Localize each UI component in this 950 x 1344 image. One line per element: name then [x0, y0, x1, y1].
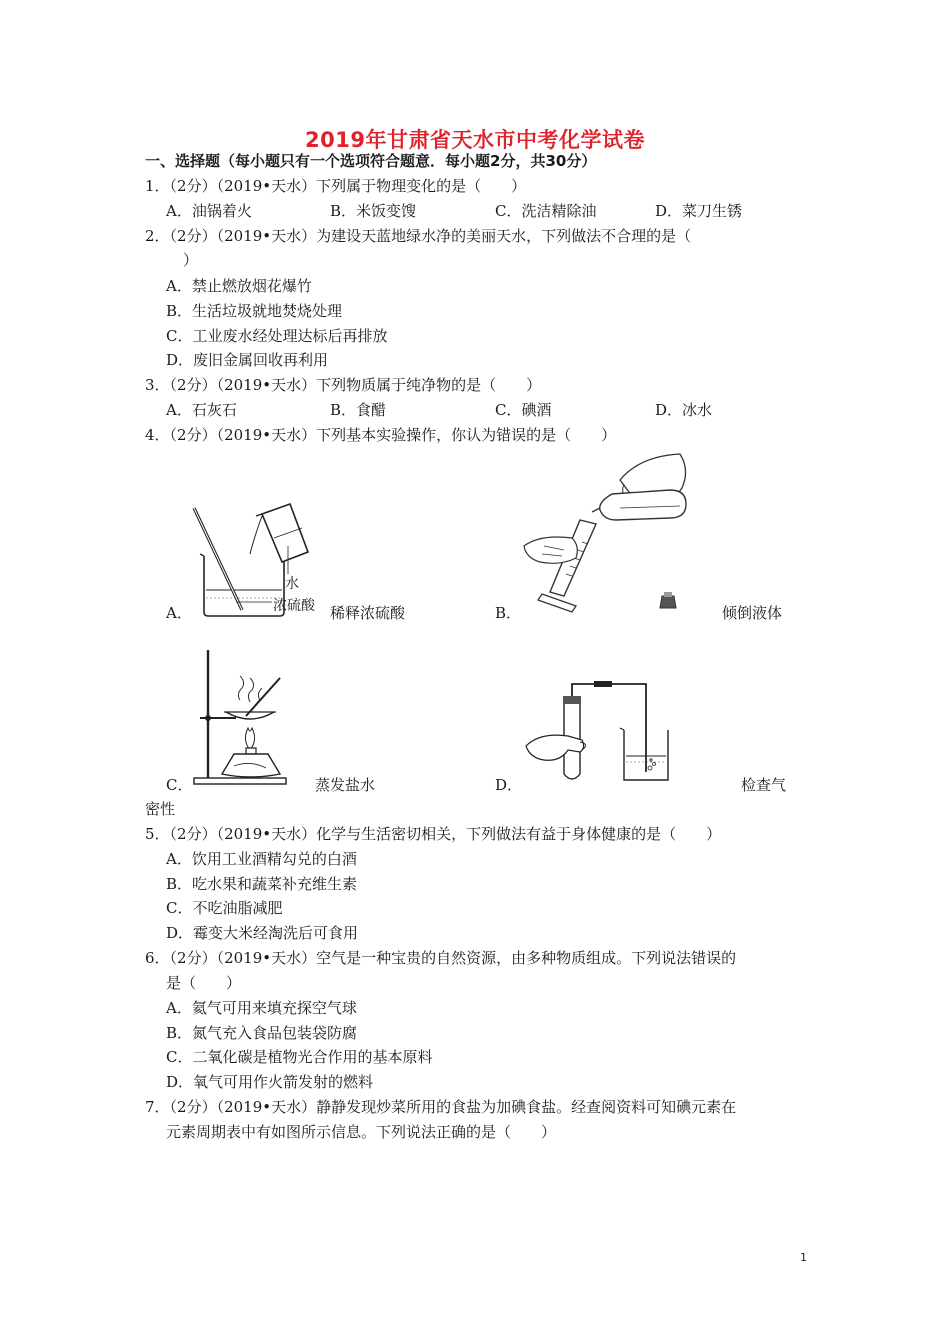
question-6-option-a: A．氦气可用来填充探空气球 [166, 999, 357, 1017]
question-4-option-a-caption: 稀释浓硫酸 [330, 604, 406, 622]
question-3-option-d: D．冰水 [655, 401, 713, 419]
figure-pour-liquid [520, 450, 700, 620]
page-number: 1 [800, 1251, 807, 1264]
question-1-option-a: A．油锅着火 [166, 202, 252, 220]
exam-title: 2019年甘肃省天水市中考化学试卷 [305, 128, 645, 152]
label-water: 水 [285, 576, 299, 592]
question-4-option-c-letter: C． [166, 776, 193, 794]
question-2-option-c: C．工业废水经处理达标后再排放 [166, 327, 388, 345]
question-4-option-d-caption-cont: 密性 [145, 800, 176, 818]
question-1-option-d: D．菜刀生锈 [655, 202, 743, 220]
question-5-stem: 5．（2分）（2019•天水）化学与生活密切相关，下列做法有益于身体健康的是（ ） [145, 825, 722, 843]
question-4-option-a-letter: A． [166, 604, 192, 622]
question-1-option-c: C．洗洁精除油 [495, 202, 597, 220]
question-6-option-b: B．氮气充入食品包装袋防腐 [166, 1024, 358, 1042]
question-5-option-a: A．饮用工业酒精勾兑的白酒 [166, 850, 357, 868]
section-heading: 一、选择题（每小题只有一个选项符合题意．每小题2分，共30分） [145, 152, 597, 170]
question-6-stem: 6．（2分）（2019•天水）空气是一种宝贵的自然资源，由多种物质组成。下列说法错误的 [145, 949, 737, 967]
question-3-stem: 3．（2分）（2019•天水）下列物质属于纯净物的是（ ） [145, 376, 542, 394]
question-3-option-a: A．石灰石 [166, 401, 237, 419]
question-2-option-b: B．生活垃圾就地焚烧处理 [166, 302, 343, 320]
label-conc-acid: 浓硫酸 [273, 598, 315, 614]
question-4-option-c-caption: 蒸发盐水 [315, 776, 376, 794]
figure-evaporate [190, 648, 290, 788]
question-3-option-c: C．碘酒 [495, 401, 552, 419]
question-7-stem: 7．（2分）（2019•天水）静静发现炒菜所用的食盐为加碘食盐。经查阅资料可知碘元素在 [145, 1098, 737, 1116]
question-6-option-c: C．二氧化碳是植物光合作用的基本原料 [166, 1048, 433, 1066]
question-7-stem-cont: 元素周期表中有如图所示信息。下列说法正确的是（ ） [166, 1123, 557, 1141]
question-1-option-b: B．米饭变馊 [330, 202, 417, 220]
question-4-option-b-caption: 倾倒液体 [722, 604, 783, 622]
question-2-stem-cont: ） [183, 251, 199, 269]
question-1-stem: 1．（2分）（2019•天水）下列属于物理变化的是（ ） [145, 177, 527, 195]
question-4-option-b-letter: B． [495, 604, 522, 622]
question-4-option-d-letter: D． [495, 776, 523, 794]
question-6-option-d: D．氧气可用作火箭发射的燃料 [166, 1073, 374, 1091]
question-3-option-b: B．食醋 [330, 401, 387, 419]
question-4-option-d-caption: 检查气 [741, 776, 787, 794]
question-4-stem: 4．（2分）（2019•天水）下列基本实验操作，你认为错误的是（ ） [145, 426, 617, 444]
question-6-stem-cont: 是（ ） [166, 974, 242, 992]
question-5-option-c: C．不吃油脂减肥 [166, 899, 283, 917]
question-2-option-d: D．废旧金属回收再利用 [166, 351, 329, 369]
question-2-option-a: A．禁止燃放烟花爆竹 [166, 277, 312, 295]
question-5-option-d: D．霉变大米经淘洗后可食用 [166, 924, 359, 942]
question-5-option-b: B．吃水果和蔬菜补充维生素 [166, 875, 358, 893]
question-2-stem: 2．（2分）（2019•天水）为建设天蓝地绿水净的美丽天水，下列做法不合理的是（ [145, 227, 692, 245]
figure-airtightness [520, 676, 680, 786]
